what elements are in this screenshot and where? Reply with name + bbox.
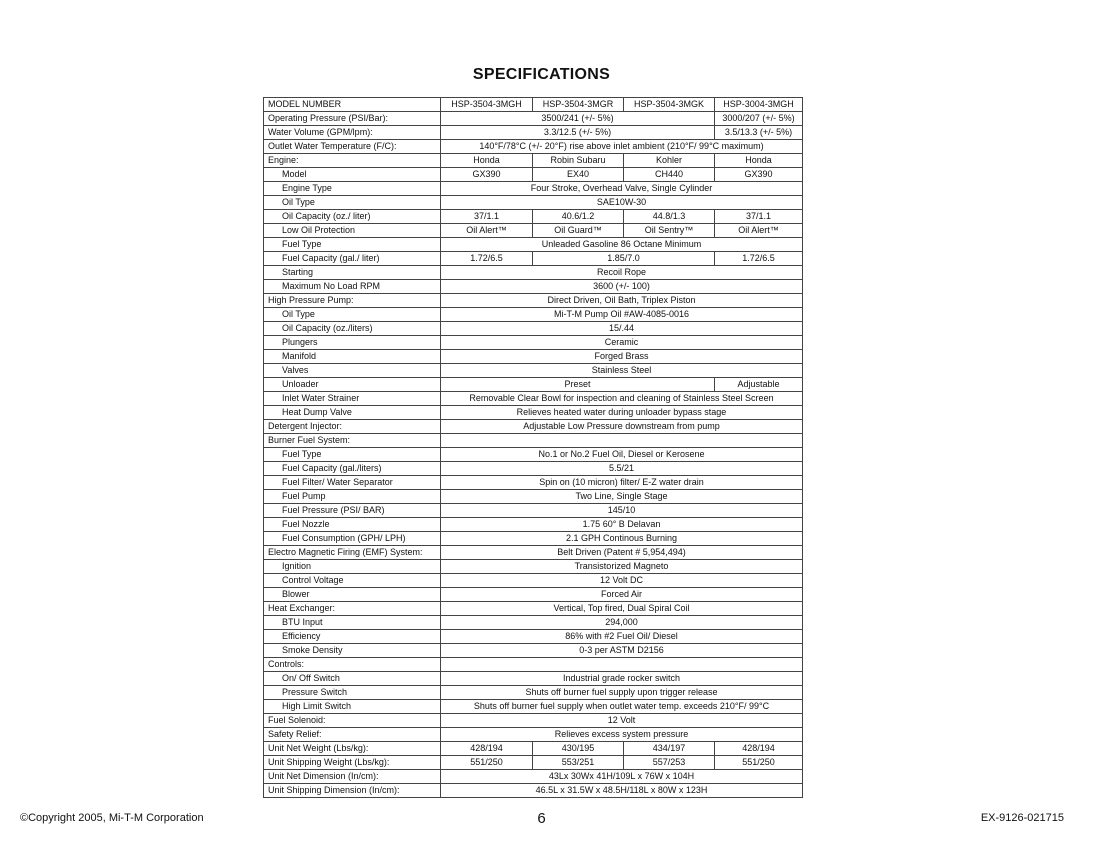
spec-value: Relieves heated water during unloader bypass stage xyxy=(441,406,803,420)
spec-value: 12 Volt xyxy=(441,714,803,728)
spec-label: Maximum No Load RPM xyxy=(264,280,441,294)
spec-value: Unleaded Gasoline 86 Octane Minimum xyxy=(441,238,803,252)
spec-label: Heat Dump Valve xyxy=(264,406,441,420)
spec-label: Unit Shipping Weight (Lbs/kg): xyxy=(264,756,441,770)
spec-value: HSP-3504-3MGR xyxy=(533,98,624,112)
spec-value: 294,000 xyxy=(441,616,803,630)
spec-value: Shuts off burner fuel supply upon trigger release xyxy=(441,686,803,700)
table-row xyxy=(264,448,803,462)
table-row xyxy=(264,406,803,420)
table-row xyxy=(264,336,803,350)
specifications-table-body xyxy=(264,98,803,798)
table-row xyxy=(264,434,803,448)
specifications-table xyxy=(263,97,803,798)
spec-value: Oil Alert™ xyxy=(441,224,533,238)
spec-value xyxy=(441,658,803,672)
spec-value: Adjustable Low Pressure downstream from pump xyxy=(441,420,803,434)
spec-label: High Pressure Pump: xyxy=(264,294,441,308)
table-row xyxy=(264,154,803,168)
spec-value: Oil Guard™ xyxy=(533,224,624,238)
spec-value: Mi-T-M Pump Oil #AW-4085-0016 xyxy=(441,308,803,322)
table-row xyxy=(264,266,803,280)
table-row xyxy=(264,350,803,364)
spec-value: 44.8/1.3 xyxy=(624,210,715,224)
spec-value: 40.6/1.2 xyxy=(533,210,624,224)
spec-label: Manifold xyxy=(264,350,441,364)
spec-label: Oil Capacity (oz./ liter) xyxy=(264,210,441,224)
spec-label: Water Volume (GPM/lpm): xyxy=(264,126,441,140)
spec-value: EX40 xyxy=(533,168,624,182)
spec-value: Transistorized Magneto xyxy=(441,560,803,574)
table-row xyxy=(264,210,803,224)
spec-value: 1.75 60° B Delavan xyxy=(441,518,803,532)
spec-label: Fuel Filter/ Water Separator xyxy=(264,476,441,490)
spec-value: Spin on (10 micron) filter/ E-Z water drain xyxy=(441,476,803,490)
spec-label: Fuel Consumption (GPH/ LPH) xyxy=(264,532,441,546)
spec-value: 140°F/78°C (+/- 20°F) rise above inlet ambient (210°F/ 99°C maximum) xyxy=(441,140,803,154)
spec-value: 557/253 xyxy=(624,756,715,770)
spec-value: 3.5/13.3 (+/- 5%) xyxy=(715,126,803,140)
spec-value: Kohler xyxy=(624,154,715,168)
spec-label: Fuel Capacity (gal./liters) xyxy=(264,462,441,476)
table-row xyxy=(264,280,803,294)
spec-label: Efficiency xyxy=(264,630,441,644)
spec-label: Oil Type xyxy=(264,196,441,210)
spec-value: Belt Driven (Patent # 5,954,494) xyxy=(441,546,803,560)
spec-label: Pressure Switch xyxy=(264,686,441,700)
spec-label: Blower xyxy=(264,588,441,602)
spec-value: Stainless Steel xyxy=(441,364,803,378)
spec-value: Honda xyxy=(441,154,533,168)
table-row xyxy=(264,616,803,630)
spec-value: 0-3 per ASTM D2156 xyxy=(441,644,803,658)
table-row xyxy=(264,462,803,476)
spec-value: 1.72/6.5 xyxy=(441,252,533,266)
spec-value: Industrial grade rocker switch xyxy=(441,672,803,686)
page-title: SPECIFICATIONS xyxy=(472,66,611,83)
spec-label: Controls: xyxy=(264,658,441,672)
spec-label: Safety Relief: xyxy=(264,728,441,742)
table-row xyxy=(264,588,803,602)
table-row xyxy=(264,504,803,518)
spec-label: Oil Capacity (oz./liters) xyxy=(264,322,441,336)
spec-value: 553/251 xyxy=(533,756,624,770)
spec-value: Honda xyxy=(715,154,803,168)
spec-label: Model xyxy=(264,168,441,182)
spec-value: Preset xyxy=(441,378,715,392)
spec-value xyxy=(441,434,803,448)
table-row xyxy=(264,168,803,182)
spec-label: On/ Off Switch xyxy=(264,672,441,686)
table-row xyxy=(264,420,803,434)
table-row xyxy=(264,532,803,546)
page-number: 6 xyxy=(537,810,546,827)
spec-value: 430/195 xyxy=(533,742,624,756)
spec-label: Oil Type xyxy=(264,308,441,322)
spec-label: Outlet Water Temperature (F/C): xyxy=(264,140,441,154)
spec-label: Fuel Type xyxy=(264,448,441,462)
spec-label: BTU Input xyxy=(264,616,441,630)
spec-value: Forged Brass xyxy=(441,350,803,364)
table-row xyxy=(264,560,803,574)
spec-value: Removable Clear Bowl for inspection and cleaning of Stainless Steel Screen xyxy=(441,392,803,406)
spec-value: 145/10 xyxy=(441,504,803,518)
spec-value: 3000/207 (+/- 5%) xyxy=(715,112,803,126)
spec-label: Fuel Pump xyxy=(264,490,441,504)
spec-value: 3500/241 (+/- 5%) xyxy=(441,112,715,126)
spec-label: Engine: xyxy=(264,154,441,168)
spec-value: CH440 xyxy=(624,168,715,182)
copyright-text: ©Copyright 2005, Mi-T-M Corporation xyxy=(20,812,204,824)
spec-value: 37/1.1 xyxy=(715,210,803,224)
spec-label: Fuel Solenoid: xyxy=(264,714,441,728)
table-row xyxy=(264,756,803,770)
spec-label: Inlet Water Strainer xyxy=(264,392,441,406)
document-code: EX-9126-021715 xyxy=(980,812,1064,824)
spec-value: 1.85/7.0 xyxy=(533,252,715,266)
table-row xyxy=(264,714,803,728)
spec-label: Electro Magnetic Firing (EMF) System: xyxy=(264,546,441,560)
table-row xyxy=(264,238,803,252)
table-row xyxy=(264,686,803,700)
spec-label: Fuel Pressure (PSI/ BAR) xyxy=(264,504,441,518)
table-row xyxy=(264,784,803,798)
table-row xyxy=(264,770,803,784)
spec-value: Recoil Rope xyxy=(441,266,803,280)
table-row xyxy=(264,308,803,322)
spec-label: Burner Fuel System: xyxy=(264,434,441,448)
spec-value: Vertical, Top fired, Dual Spiral Coil xyxy=(441,602,803,616)
table-row xyxy=(264,518,803,532)
spec-label: Unit Net Weight (Lbs/kg): xyxy=(264,742,441,756)
spec-value: 46.5L x 31.5W x 48.5H/118L x 80W x 123H xyxy=(441,784,803,798)
spec-value: HSP-3504-3MGK xyxy=(624,98,715,112)
spec-value: 428/194 xyxy=(715,742,803,756)
spec-label: Low Oil Protection xyxy=(264,224,441,238)
spec-value: 15/.44 xyxy=(441,322,803,336)
table-row xyxy=(264,140,803,154)
spec-value: 3600 (+/- 100) xyxy=(441,280,803,294)
spec-value: 86% with #2 Fuel Oil/ Diesel xyxy=(441,630,803,644)
spec-label: Fuel Type xyxy=(264,238,441,252)
spec-value: Direct Driven, Oil Bath, Triplex Piston xyxy=(441,294,803,308)
spec-label: Engine Type xyxy=(264,182,441,196)
table-row xyxy=(264,294,803,308)
spec-value: 434/197 xyxy=(624,742,715,756)
table-row xyxy=(264,644,803,658)
table-row xyxy=(264,574,803,588)
spec-label: Starting xyxy=(264,266,441,280)
spec-value: HSP-3504-3MGH xyxy=(441,98,533,112)
spec-value: 428/194 xyxy=(441,742,533,756)
spec-value: Shuts off burner fuel supply when outlet water temp. exceeds 210°F/ 99°C xyxy=(441,700,803,714)
table-row xyxy=(264,182,803,196)
spec-value: Ceramic xyxy=(441,336,803,350)
table-row xyxy=(264,196,803,210)
spec-value: SAE10W-30 xyxy=(441,196,803,210)
spec-label: Plungers xyxy=(264,336,441,350)
spec-value: 2.1 GPH Continous Burning xyxy=(441,532,803,546)
spec-value: Adjustable xyxy=(715,378,803,392)
table-row xyxy=(264,742,803,756)
table-row xyxy=(264,322,803,336)
spec-label: Unit Net Dimension (In/cm): xyxy=(264,770,441,784)
spec-value: HSP-3004-3MGH xyxy=(715,98,803,112)
spec-value: Two Line, Single Stage xyxy=(441,490,803,504)
table-row xyxy=(264,252,803,266)
spec-label: Operating Pressure (PSI/Bar): xyxy=(264,112,441,126)
table-row xyxy=(264,602,803,616)
table-row xyxy=(264,630,803,644)
table-row xyxy=(264,364,803,378)
spec-value: GX390 xyxy=(441,168,533,182)
spec-value: 551/250 xyxy=(715,756,803,770)
spec-value: 1.72/6.5 xyxy=(715,252,803,266)
table-row xyxy=(264,672,803,686)
spec-value: Robin Subaru xyxy=(533,154,624,168)
table-row xyxy=(264,658,803,672)
spec-label: Ignition xyxy=(264,560,441,574)
spec-label: Detergent Injector: xyxy=(264,420,441,434)
spec-value: Oil Sentry™ xyxy=(624,224,715,238)
table-row xyxy=(264,490,803,504)
spec-value: No.1 or No.2 Fuel Oil, Diesel or Kerosene xyxy=(441,448,803,462)
table-row xyxy=(264,378,803,392)
spec-label: High Limit Switch xyxy=(264,700,441,714)
spec-label: Control Voltage xyxy=(264,574,441,588)
spec-value: Oil Alert™ xyxy=(715,224,803,238)
spec-label: Smoke Density xyxy=(264,644,441,658)
spec-label: Unloader xyxy=(264,378,441,392)
spec-value: 5.5/21 xyxy=(441,462,803,476)
table-row xyxy=(264,98,803,112)
spec-value: Relieves excess system pressure xyxy=(441,728,803,742)
spec-value: Four Stroke, Overhead Valve, Single Cylinder xyxy=(441,182,803,196)
table-row xyxy=(264,126,803,140)
table-row xyxy=(264,546,803,560)
spec-label: Fuel Nozzle xyxy=(264,518,441,532)
table-row xyxy=(264,392,803,406)
spec-label: MODEL NUMBER xyxy=(264,98,441,112)
spec-value: GX390 xyxy=(715,168,803,182)
spec-value: 12 Volt DC xyxy=(441,574,803,588)
spec-value: Forced Air xyxy=(441,588,803,602)
spec-value: 551/250 xyxy=(441,756,533,770)
spec-label: Valves xyxy=(264,364,441,378)
spec-value: 43Lx 30Wx 41H/109L x 76W x 104H xyxy=(441,770,803,784)
table-row xyxy=(264,476,803,490)
table-row xyxy=(264,700,803,714)
spec-label: Unit Shipping Dimension (In/cm): xyxy=(264,784,441,798)
spec-label: Heat Exchanger: xyxy=(264,602,441,616)
table-row xyxy=(264,224,803,238)
spec-label: Fuel Capacity (gal./ liter) xyxy=(264,252,441,266)
table-row xyxy=(264,112,803,126)
table-row xyxy=(264,728,803,742)
spec-value: 37/1.1 xyxy=(441,210,533,224)
spec-value: 3.3/12.5 (+/- 5%) xyxy=(441,126,715,140)
